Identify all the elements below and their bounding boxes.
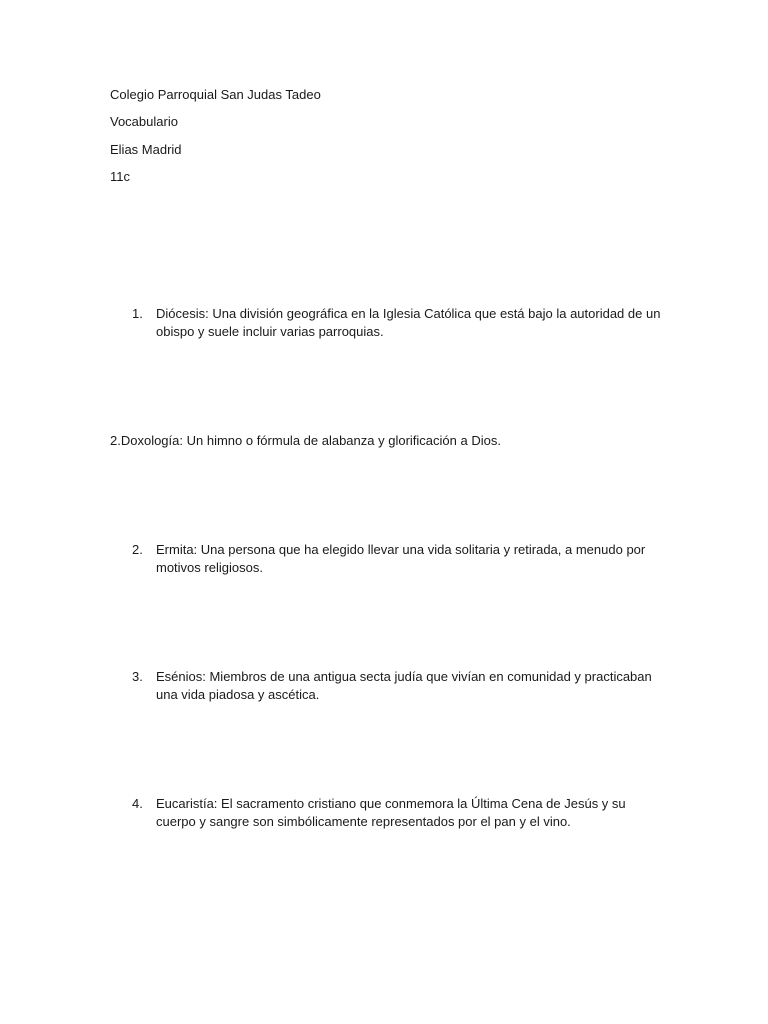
list-item-number: 3. xyxy=(132,669,143,684)
list-item-number: 4. xyxy=(132,796,143,811)
list-item-text: Ermita: Una persona que ha elegido llevar una vida solitaria y retirada, a menudo por motivos religiosos. xyxy=(156,542,646,575)
document-title: Vocabulario xyxy=(110,114,178,129)
list-item-number: 1. xyxy=(132,306,143,321)
list-item-number: 2. xyxy=(132,542,143,557)
list-item-text: Eucaristía: El sacramento cristiano que conmemora la Última Cena de Jesús y su cuerpo y sangre son simbólicamente representados por el pan y el vino. xyxy=(156,796,626,829)
grade-label: 11c xyxy=(110,169,130,184)
list-item-text: Esénios: Miembros de una antigua secta judía que vivían en comunidad y practicaban una vida piadosa y ascética. xyxy=(156,669,652,702)
student-name: Elias Madrid xyxy=(110,142,182,157)
list-item: 2.Doxología: Un himno o fórmula de alabanza y glorificación a Dios. xyxy=(110,433,501,448)
list-item-text: Diócesis: Una división geográfica en la Iglesia Católica que está bajo la autoridad de un obispo y suele incluir varias parroquias. xyxy=(156,306,661,339)
school-name: Colegio Parroquial San Judas Tadeo xyxy=(110,87,321,102)
